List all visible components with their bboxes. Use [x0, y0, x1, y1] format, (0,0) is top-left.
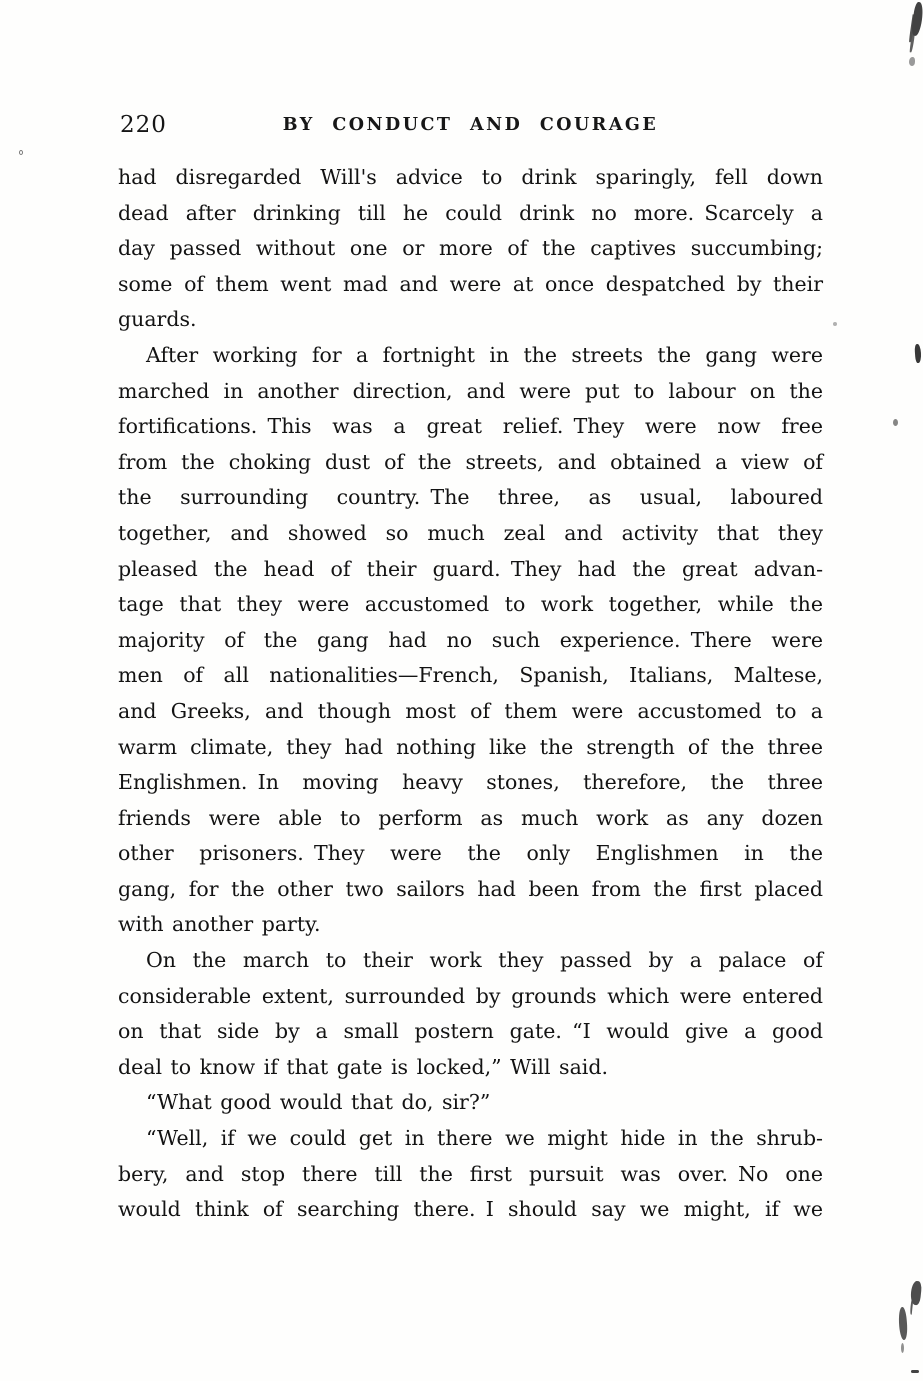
scan-artifact — [911, 1370, 919, 1373]
scan-artifact — [898, 1307, 909, 1341]
page-header — [118, 112, 823, 140]
text-line: guards. — [118, 307, 197, 332]
text-block — [118, 160, 823, 1228]
scan-artifact — [901, 1343, 904, 1353]
text-line: had disregarded Will's advice to drink sparingly, fell down — [118, 165, 823, 189]
text-line: bery, and stop there till the first pursuit was over. No one — [118, 1161, 823, 1186]
text-line: On the march to their work they passed by a palace of — [146, 948, 823, 973]
text-line: other prisoners. They were the only Englishmen in the — [118, 841, 823, 866]
text-line: on that side by a small postern gate. “I would give a good — [118, 1019, 823, 1044]
text-line: pleased the head of their guard. They had the great advan- — [118, 556, 823, 581]
text-line: marched in another direction, and were put to labour on the — [118, 378, 823, 403]
text-line: dead after drinking till he could drink no more. Scarcely a — [118, 200, 823, 225]
scan-artifact — [893, 419, 898, 426]
running-title: BY CONDUCT AND COURAGE — [282, 115, 659, 135]
text-line: fortifications. This was a great relief. They were now free — [118, 414, 823, 439]
text-line: deal to know if that gate is locked,” Will said. — [118, 1054, 608, 1079]
text-line: “What good would that do, sir?” — [146, 1090, 491, 1115]
scan-artifact — [19, 150, 23, 155]
page-number: 220 — [120, 112, 167, 138]
text-line: with another party. — [118, 912, 321, 937]
text-line: and Greeks, and though most of them were accustomed to a — [118, 698, 823, 723]
text-line: would think of searching there. I should say we might, if we — [118, 1197, 823, 1222]
scan-artifact — [910, 1281, 922, 1306]
text-line: considerable extent, surrounded by grounds which were entered — [118, 983, 823, 1008]
text-line: tage that they were accustomed to work together, while the — [118, 592, 823, 617]
text-line: After working for a fortnight in the streets the gang were — [146, 342, 823, 367]
text-line: together, and showed so much zeal and activity that they — [118, 520, 823, 545]
text-line: gang, for the other two sailors had been from the first placed — [118, 876, 823, 901]
text-line: “Well, if we could get in there we might hide in the shrub- — [146, 1126, 823, 1151]
text-line: the surrounding country. The three, as usual, laboured — [118, 485, 823, 510]
text-line: some of them went mad and were at once despatched by their — [118, 271, 823, 296]
scan-artifact — [911, 2, 923, 37]
text-line: men of all nationalities—French, Spanish, Italians, Maltese, — [118, 663, 823, 688]
text-line: day passed without one or more of the captives succumbing; — [118, 236, 823, 261]
text-line: majority of the gang had no such experience. There were — [118, 627, 823, 652]
scan-artifact — [909, 57, 915, 66]
text-line: Englishmen. In moving heavy stones, therefore, the three — [118, 770, 823, 795]
scan-artifact — [914, 344, 921, 363]
text-line: from the choking dust of the streets, and obtained a view of — [118, 449, 823, 474]
text-line: warm climate, they had nothing like the strength of the three — [118, 734, 823, 759]
text-line: friends were able to perform as much work as any dozen — [118, 805, 823, 830]
scan-artifact — [833, 322, 837, 326]
